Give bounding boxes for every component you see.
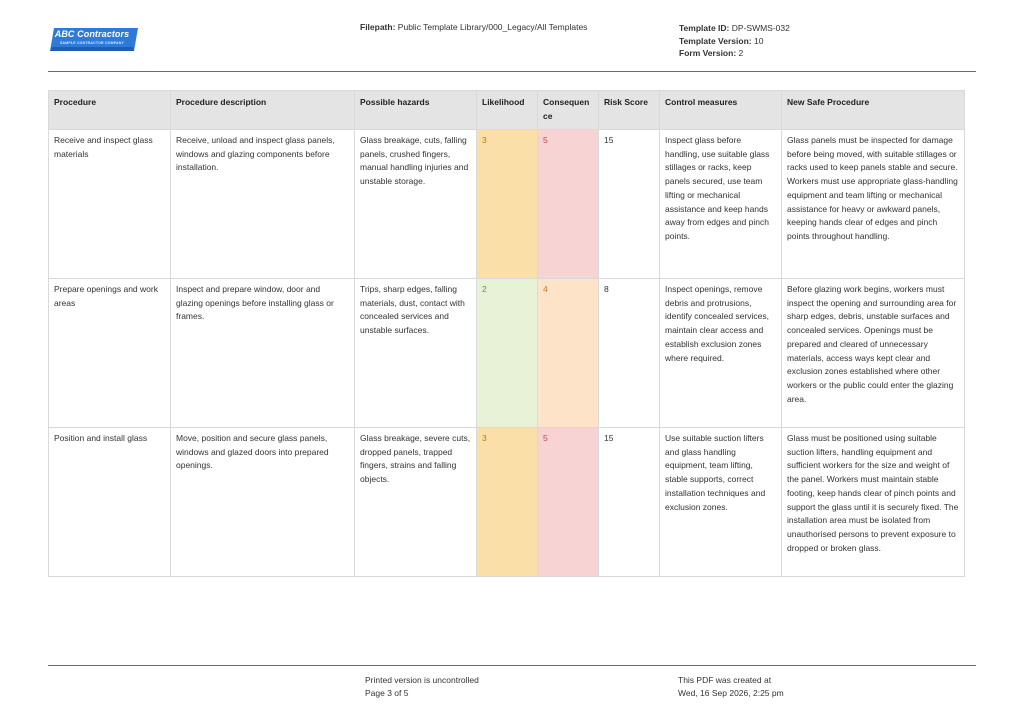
header-consequence: Consequen ce xyxy=(538,91,599,130)
cell-risk-score: 15 xyxy=(599,130,660,279)
filepath-value: Public Template Library/000_Legacy/All Templates xyxy=(397,22,588,32)
table-row xyxy=(49,428,965,577)
template-id-label: Template ID: xyxy=(679,23,730,33)
header-new-safe-procedure: New Safe Procedure xyxy=(782,91,965,130)
header-procedure: Procedure xyxy=(49,91,171,130)
swms-table xyxy=(48,90,965,577)
footer-left xyxy=(365,674,479,699)
cell-risk-score: 8 xyxy=(599,279,660,428)
form-version xyxy=(679,47,790,60)
header-likelihood: Likelihood xyxy=(477,91,538,130)
cell-hazards: Trips, sharp edges, falling materials, dust, contact with concealed services and unstable surfaces. xyxy=(355,279,477,428)
template-meta xyxy=(679,22,790,60)
cell-consequence: 5 xyxy=(538,428,599,577)
logo-text: ABC Contractors xyxy=(54,29,130,39)
footer-right xyxy=(678,674,784,699)
template-id xyxy=(679,22,790,35)
cell-procedure: Receive and inspect glass materials xyxy=(49,130,171,279)
cell-controls: Use suitable suction lifters and glass handling equipment, team lifting, stable supports, correct installation techniques and exclusion zones. xyxy=(660,428,782,577)
cell-hazards: Glass breakage, severe cuts, dropped panels, trapped fingers, strains and falling objects. xyxy=(355,428,477,577)
cell-procedure: Position and install glass xyxy=(49,428,171,577)
cell-consequence: 4 xyxy=(538,279,599,428)
cell-likelihood: 3 xyxy=(477,428,538,577)
cell-safe-procedure: Before glazing work begins, workers must inspect the opening and surrounding area for sharp edges, debris, unstable surfaces and concealed services. Openings must be prepared and cleared of unnecessary materials, access ways kept clear and exclusion zones established where other workers or the public could enter the glazing area. xyxy=(782,279,965,428)
table-row xyxy=(49,279,965,428)
table-row xyxy=(49,130,965,279)
page-number: Page 3 of 5 xyxy=(365,687,409,698)
header-possible-hazards: Possible hazards xyxy=(355,91,477,130)
header-procedure-description: Procedure description xyxy=(171,91,355,130)
table-header-row xyxy=(49,91,965,130)
template-version-value: 10 xyxy=(753,35,764,46)
cell-consequence: 5 xyxy=(538,130,599,279)
form-version-value: 2 xyxy=(738,48,744,58)
footer-divider xyxy=(48,665,976,666)
created-timestamp: Wed, 16 Sep 2026, 2:25 pm xyxy=(678,687,784,698)
cell-description: Receive, unload and inspect glass panels, windows and glazing components before installation. xyxy=(171,130,355,279)
company-logo xyxy=(48,27,140,53)
template-version xyxy=(679,35,790,48)
template-id-value: DP-SWMS-032 xyxy=(731,23,790,33)
template-version-label: Template Version: xyxy=(679,35,752,46)
filepath xyxy=(360,22,587,32)
cell-description: Inspect and prepare window, door and glazing openings before installing glass or frames. xyxy=(171,279,355,428)
cell-procedure: Prepare openings and work areas xyxy=(49,279,171,428)
cell-risk-score: 15 xyxy=(599,428,660,577)
cell-safe-procedure: Glass panels must be inspected for damage before being moved, with suitable stillages or racks used to keep panels stable and secure. Workers must use appropriate glass-handling equipment and team lifting or mechanical assistance for heavy or awkward panels, keeping hands clear of edges and pinch points throughout handling. xyxy=(782,130,965,279)
header-control-measures: Control measures xyxy=(660,91,782,130)
created-label: This PDF was created at xyxy=(678,675,772,685)
cell-controls: Inspect openings, remove debris and protrusions, identify concealed services, maintain clear access and establish exclusion zones where required. xyxy=(660,279,782,428)
form-version-label: Form Version: xyxy=(679,48,737,58)
header-divider xyxy=(48,71,976,72)
cell-likelihood: 2 xyxy=(477,279,538,428)
cell-safe-procedure: Glass must be positioned using suitable suction lifters, handling equipment and sufficient workers for the size and weight of the panel. Workers must maintain stable footing, keep hands clear of pinch points and support the glass until it is securely fixed. The installation area must be isolated from unauthorised persons to prevent exposure to dropped or broken glass. xyxy=(782,428,965,577)
cell-likelihood: 3 xyxy=(477,130,538,279)
cell-description: Move, position and secure glass panels, windows and glazed doors into prepared openings. xyxy=(171,428,355,577)
header-risk-score: Risk Score xyxy=(599,91,660,130)
filepath-label: Filepath: xyxy=(360,22,396,32)
cell-hazards: Glass breakage, cuts, falling panels, crushed fingers, manual handling injuries and unstable storage. xyxy=(355,130,477,279)
cell-controls: Inspect glass before handling, use suitable glass stillages or racks, keep panels secured, use team lifting or mechanical assistance and keep hands away from edges and pinch points. xyxy=(660,130,782,279)
logo-subtext: SAMPLE CONTRACTOR COMPANY xyxy=(60,41,124,45)
uncontrolled-notice: Printed version is uncontrolled xyxy=(365,675,479,685)
